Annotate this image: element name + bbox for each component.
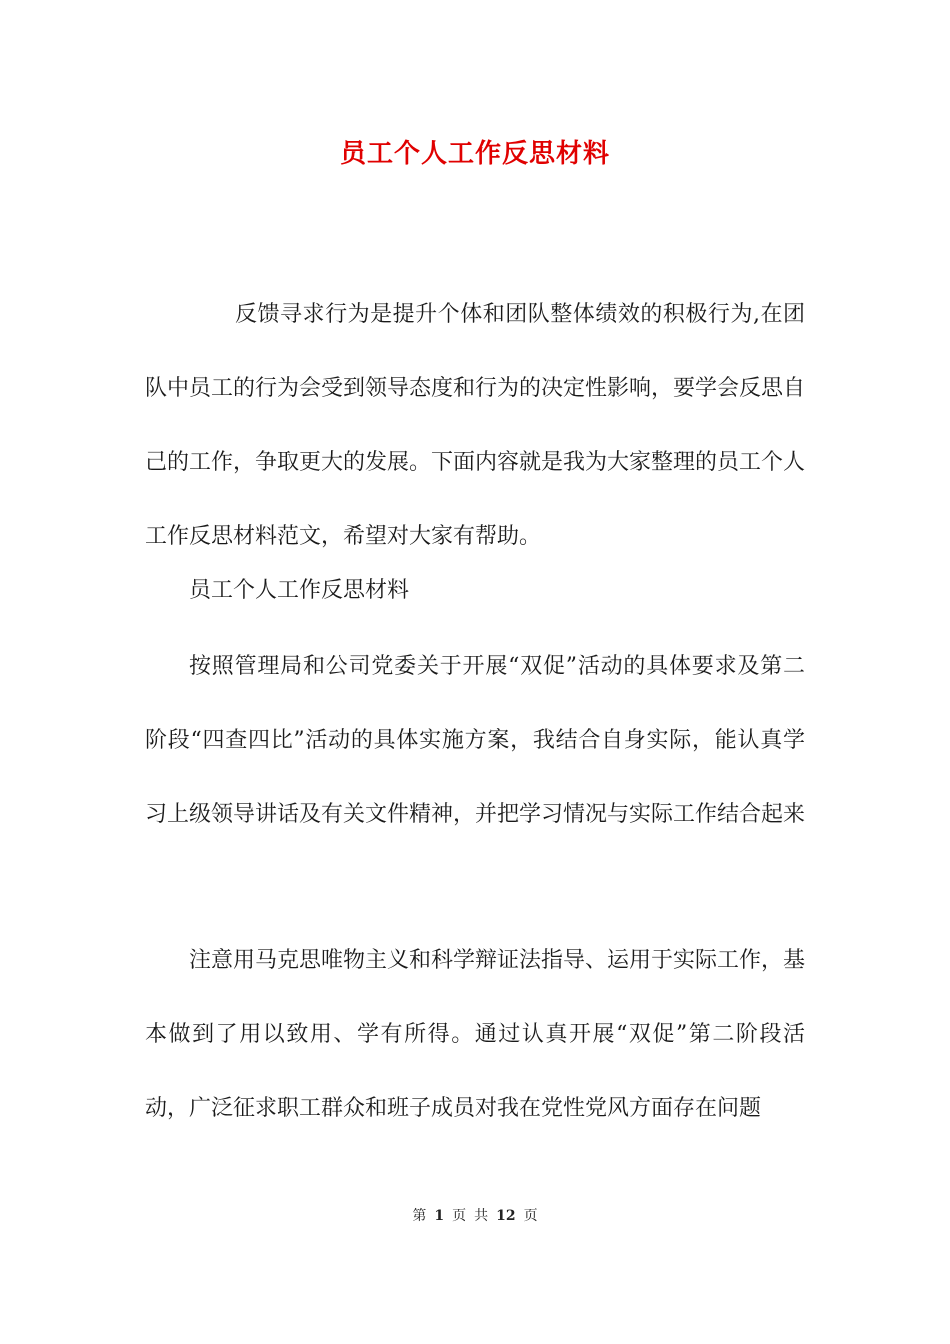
footer-current-page: 1 [434,1208,445,1224]
footer-prefix: 第 [412,1208,427,1224]
document-title: 员工个人工作反思材料 [339,139,610,169]
section-heading: 员工个人工作反思材料 [189,578,410,603]
footer-total-pages: 12 [496,1208,516,1224]
footer-total-word: 共 [474,1208,489,1224]
footer-suffix: 页 [523,1208,538,1224]
footer-page-word: 页 [452,1208,467,1224]
intro-paragraph: 反馈寻求行为是提升个体和团队整体绩效的积极行为,在团队中员工的行为会受到领导态度和行为的决定性影响，要学会反思自己的工作，争取更大的发展。下面内容就是我为大家整理的员工个人工作反思材料范文，希望对大家有帮助。 [145,302,806,549]
page-footer [0,1206,950,1226]
body-paragraph-1: 按照管理局和公司党委关于开展“双促”活动的具体要求及第二阶段“四查四比”活动的具体实施方案，我结合自身实际，能认真学习上级领导讲话及有关文件精神，并把学习情况与实际工作结合起来 [145,654,806,827]
body-paragraph-2: 注意用马克思唯物主义和科学辩证法指导、运用于实际工作，基本做到了用以致用、学有所得。通过认真开展“双促”第二阶段活动，广泛征求职工群众和班子成员对我在党性党风方面存在问题 [145,948,806,1121]
